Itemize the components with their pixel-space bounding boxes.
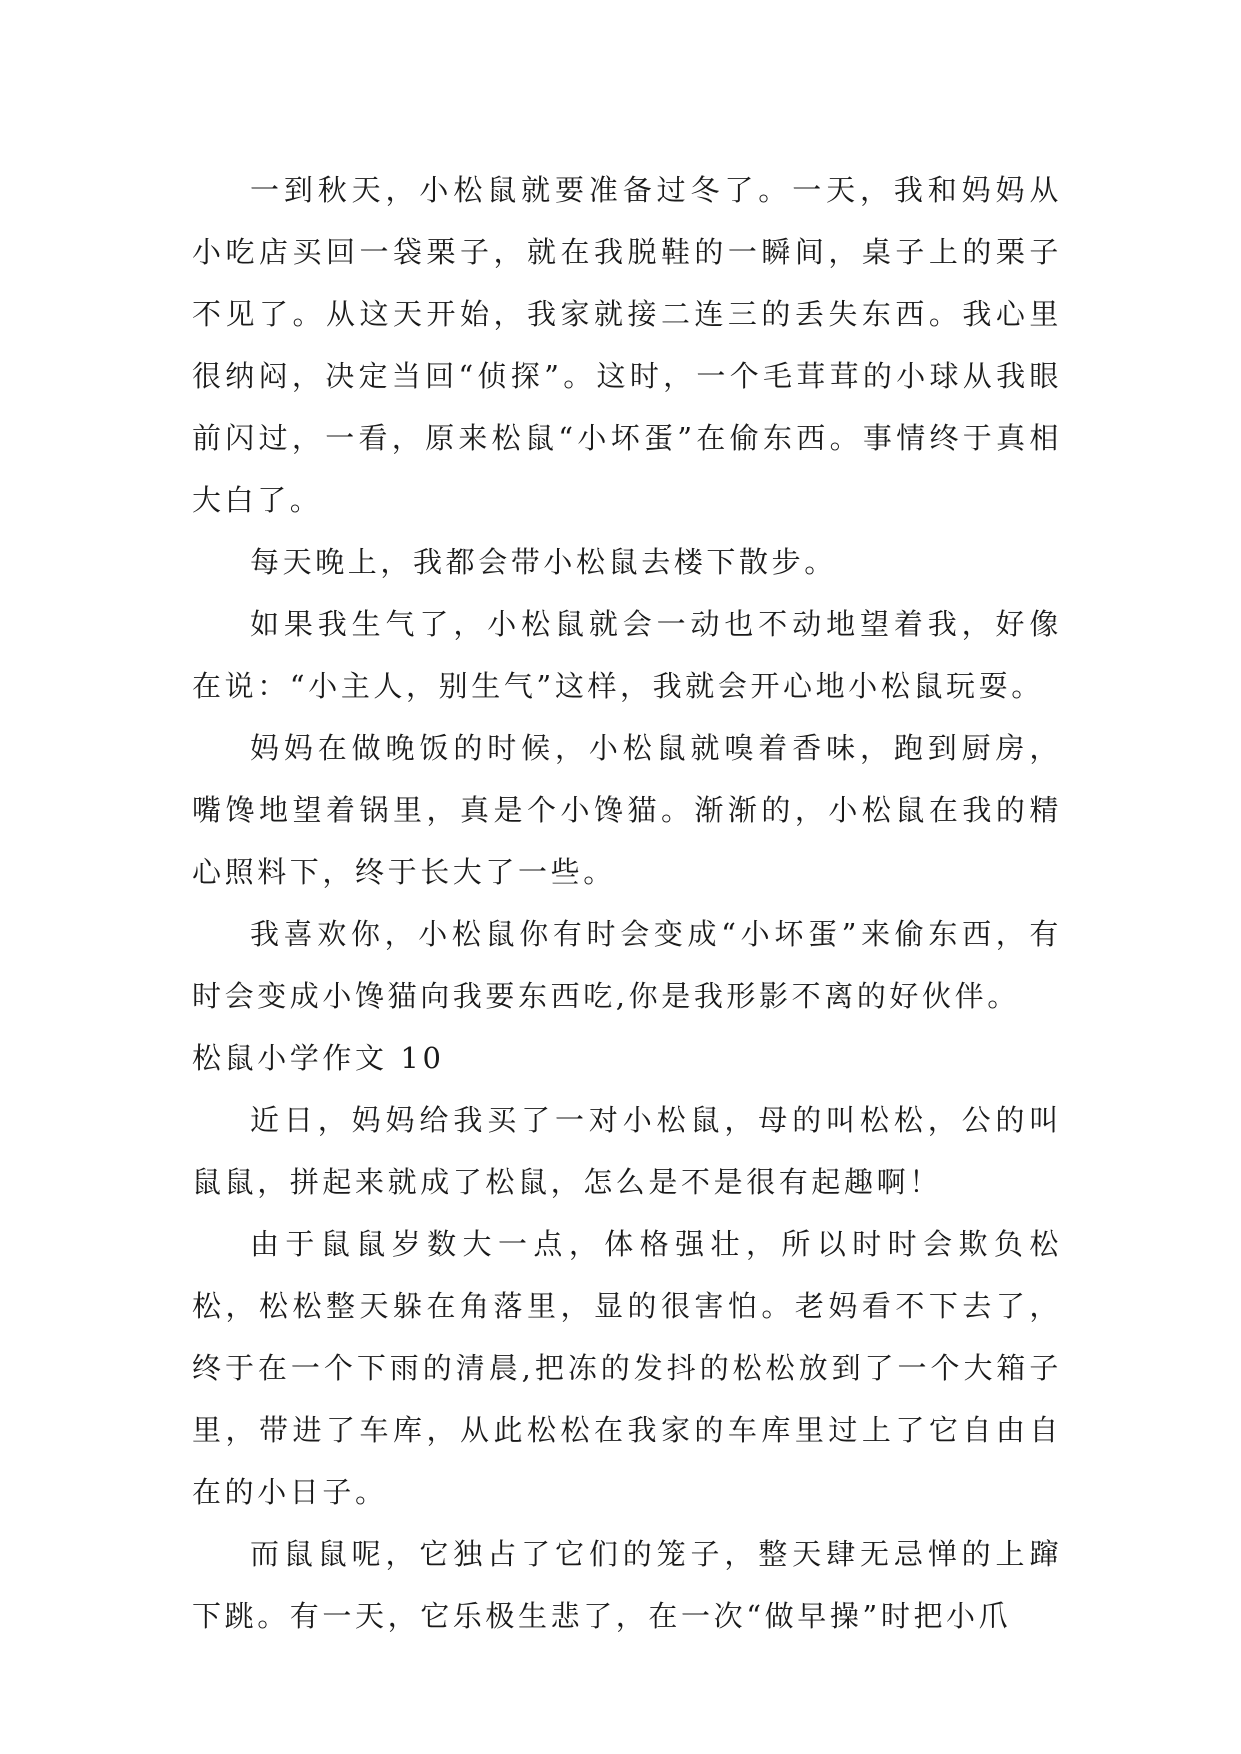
- paragraph: 妈妈在做晚饭的时候，小松鼠就嗅着香味，跑到厨房，嘴馋地望着锅里，真是个小馋猫。渐渐的，小松鼠在我的精心照料下，终于长大了一些。: [192, 731, 1062, 889]
- paragraph: 如果我生气了，小松鼠就会一动也不动地望着我，好像在说：“小主人，别生气”这样，我就会开心地小松鼠玩耍。: [192, 607, 1062, 703]
- document-page: [192, 159, 1062, 1647]
- paragraph: 近日，妈妈给我买了一对小松鼠，母的叫松松，公的叫鼠鼠，拼起来就成了松鼠，怎么是不是很有起趣啊！: [192, 1103, 1062, 1199]
- paragraph: 每天晚上，我都会带小松鼠去楼下散步。: [250, 545, 837, 579]
- paragraph: 而鼠鼠呢，它独占了它们的笼子，整天肆无忌惮的上蹿下跳。有一天，它乐极生悲了，在一次“做早操”时把小爪: [192, 1537, 1062, 1633]
- paragraph: 一到秋天，小松鼠就要准备过冬了。一天，我和妈妈从小吃店买回一袋栗子，就在我脱鞋的一瞬间，桌子上的栗子不见了。从这天开始，我家就接二连三的丢失东西。我心里很纳闷，决定当回“侦探”。这时，一个毛茸茸的小球从我眼前闪过，一看，原来松鼠“小坏蛋”在偷东西。事情终于真相大白了。: [192, 173, 1062, 517]
- section-heading: 松鼠小学作文 10: [192, 1041, 445, 1075]
- paragraph: 我喜欢你，小松鼠你有时会变成“小坏蛋”来偷东西，有时会变成小馋猫向我要东西吃,你是我形影不离的好伙伴。: [192, 917, 1062, 1013]
- paragraph: 由于鼠鼠岁数大一点，体格强壮，所以时时会欺负松松，松松整天躲在角落里，显的很害怕。老妈看不下去了，终于在一个下雨的清晨,把冻的发抖的松松放到了一个大箱子里，带进了车库，从此松松在我家的车库里过上了它自由自在的小日子。: [192, 1227, 1062, 1509]
